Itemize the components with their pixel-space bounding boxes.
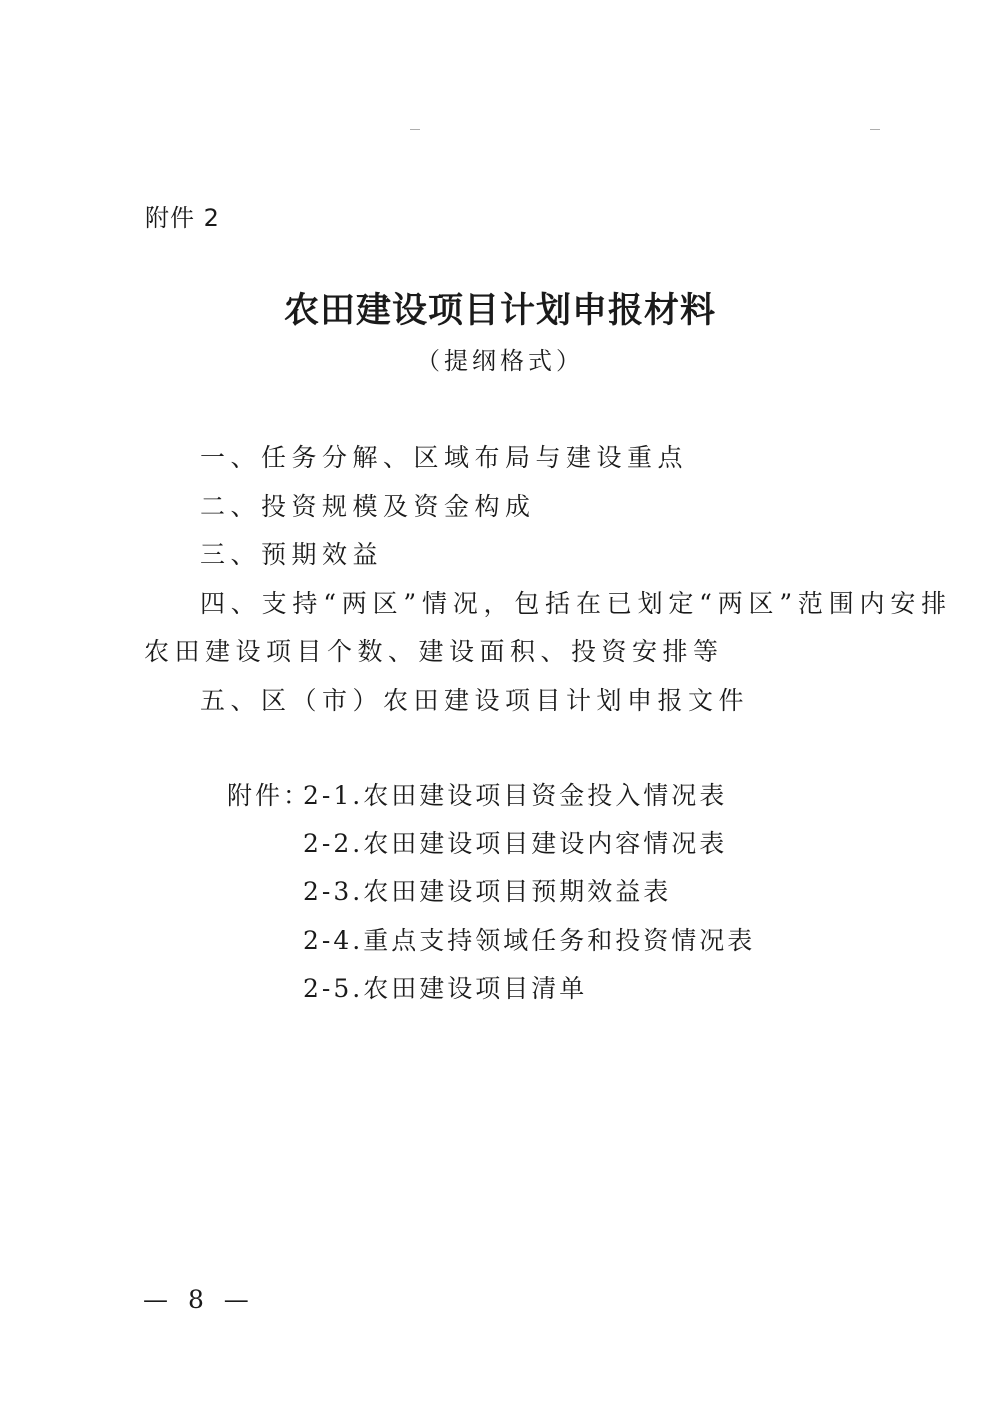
page-number: — 8 — [143,1285,255,1314]
annex-prefix: 附件： [227,781,312,810]
scan-artifact-mark [870,129,880,130]
annex-item: 2-2.农田建设项目建设内容情况表 [303,829,728,858]
attachment-label: 附件 2 [145,204,220,232]
document-subtitle: （提纲格式） [416,347,584,375]
outline-item-5: 五、区（市）农田建设项目计划申报文件 [200,686,750,715]
outline-item-2: 二、投资规模及资金构成 [200,492,536,521]
outline-item-4: 四、支持“两区”情况，包括在已划定“两区”范围内安排 [200,589,952,618]
annex-item: 2-1.农田建设项目资金投入情况表 [303,781,728,810]
document-title: 农田建设项目计划申报材料 [283,291,716,331]
outline-item-1: 一、任务分解、区域布局与建设重点 [200,443,689,472]
annex-item: 2-5.农田建设项目清单 [303,974,588,1003]
outline-item-4-continued: 农田建设项目个数、建设面积、投资安排等 [144,637,724,666]
annex-item: 2-3.农田建设项目预期效益表 [303,877,672,906]
outline-item-3: 三、预期效益 [200,540,384,569]
annex-item: 2-4.重点支持领域任务和投资情况表 [303,926,756,955]
scan-artifact-mark [410,129,420,130]
